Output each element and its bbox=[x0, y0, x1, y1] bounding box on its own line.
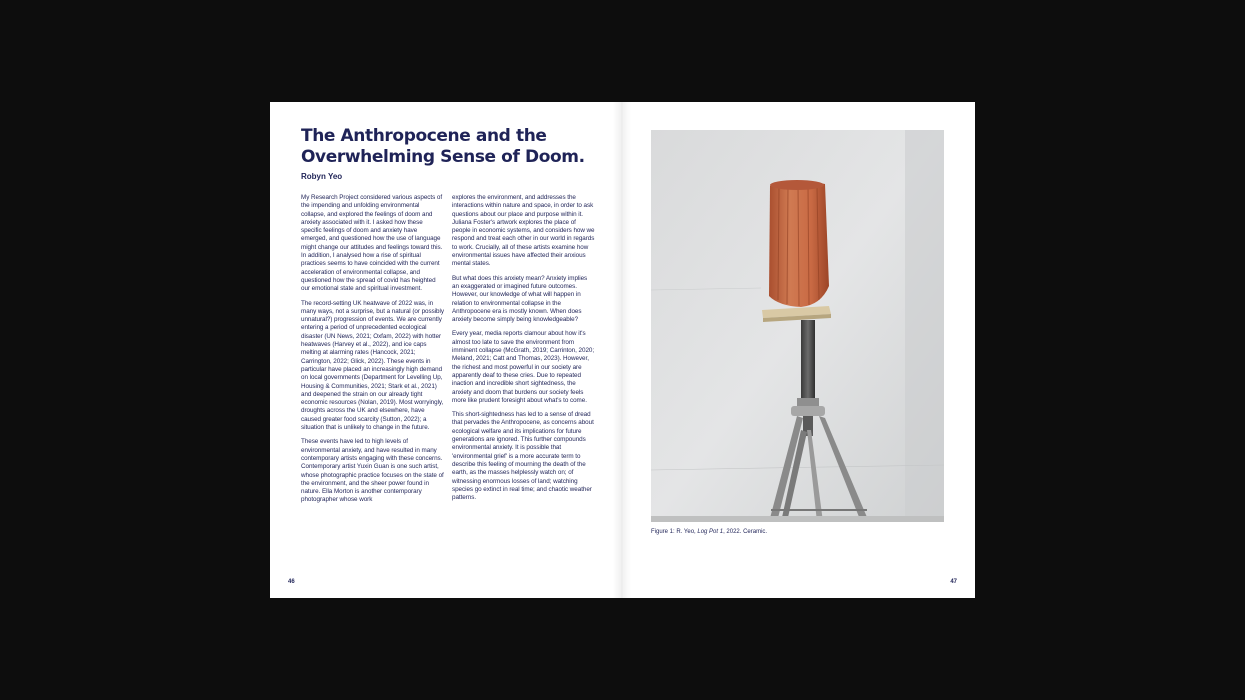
article-author: Robyn Yeo bbox=[301, 172, 343, 181]
right-page bbox=[622, 102, 975, 598]
article-title: The Anthropocene and the Overwhelming Sense of Doom. bbox=[301, 126, 585, 167]
paragraph: The record-setting UK heatwave of 2022 was, in many ways, not a surprise, but a natural (or possibly unnatural?) progression of events. We are currently entering a period of unprecedented ecological disaster (UN News, 2021; Oxfam, 2022) with hotter heatwaves (Harvey et al., 2022), and ice caps melting at alarming rates (Hancock, 2021; Carrington, 2022; Glick, 2022). These events in particular have placed an increasingly high demand on local governments (Department for Levelling Up, Housing & Communities, 2021; Stark et al., 2021) and deepened the strain on our already tight economic resources (Nolan, 2019). Most worryingly, droughts across the UK and elsewhere, have caused greater food scarcity (Sutton, 2022); a situation that is unlikely to change in the future. bbox=[301, 299, 444, 432]
caption-suffix: , 2022. Ceramic. bbox=[723, 529, 768, 535]
page-number-right: 47 bbox=[950, 579, 957, 585]
spine-gutter bbox=[613, 102, 631, 598]
figure-photo bbox=[651, 130, 944, 522]
page-number-left: 46 bbox=[288, 579, 295, 585]
figure-caption bbox=[651, 529, 951, 535]
magazine-spread bbox=[270, 102, 975, 598]
paragraph: My Research Project considered various aspects of the impending and unfolding environmental collapse, and explored the feelings of doom and anxiety associated with it. I asked how these specific feelings of doom and anxiety have emerged, and questioned how the use of language might change our attitudes and feelings toward this. In addition, I analysed how a rise of spiritual practices seems to have coincided with the current acceleration of environmental collapse, and questioned how the spread of covid has heighted our emotional state and spiritual investment. bbox=[301, 194, 443, 293]
paragraph: explores the environment, and addresses the interactions within nature and space, in order to ask questions about our place and purpose within it. Juliana Foster's artwork explores the place of people in economic systems, and considers how we respond and treat each other in our world in regards to work. Crucially, all of these artists examine how environmental issues have affected their anxious mental states. bbox=[452, 194, 595, 268]
paragraph: These events have led to high levels of environmental anxiety, and have resulted in many contemporary artists engaging with these concerns. Contemporary artist Yuxin Guan is one such artist, whose photographic practice focuses on the state of the environment, and the sheer power found in nature. Ella Morton is another contemporary photographer whose work bbox=[301, 438, 444, 504]
caption-title: Log Pot 1 bbox=[697, 529, 724, 535]
left-page bbox=[270, 102, 622, 598]
paragraph: But what does this anxiety mean? Anxiety implies an exaggerated or imagined future outcomes. However, our knowledge of what will happen in relation to environmental collapse in the Anthropocene era is mostly known. When does anxiety become simply being knowledgeable? bbox=[452, 274, 588, 324]
text-column-1 bbox=[301, 194, 444, 511]
text-column-2 bbox=[452, 194, 595, 508]
paragraph: This short-sightedness has led to a sense of dread that pervades the Anthropocene, as concerns about ecological welfare and its implications for future generations are ignored. This further compounds environmental anxiety. It is possible that 'environmental grief' is a more accurate term to describe this feeling of mourning the death of the earth, as the masses helplessly watch on; of witnessing enormous losses of land; watching species go extinct in real time; and chaotic weather patterns. bbox=[452, 411, 594, 502]
paragraph: Every year, media reports clamour about how it's almost too late to save the environment from imminent collapse (McGrath, 2019; Carrinton, 2020; Meland, 2021; Catt and Thomas, 2023). However, the richest and most powerful in our society are apparently deaf to these cries. Due to repeated inaction and incredible short sightedness, the anxiety and doom that burdens our society feels more like prudent foresight about what's to come. bbox=[452, 330, 595, 404]
caption-prefix: Figure 1: R. Yeo, bbox=[651, 529, 698, 535]
